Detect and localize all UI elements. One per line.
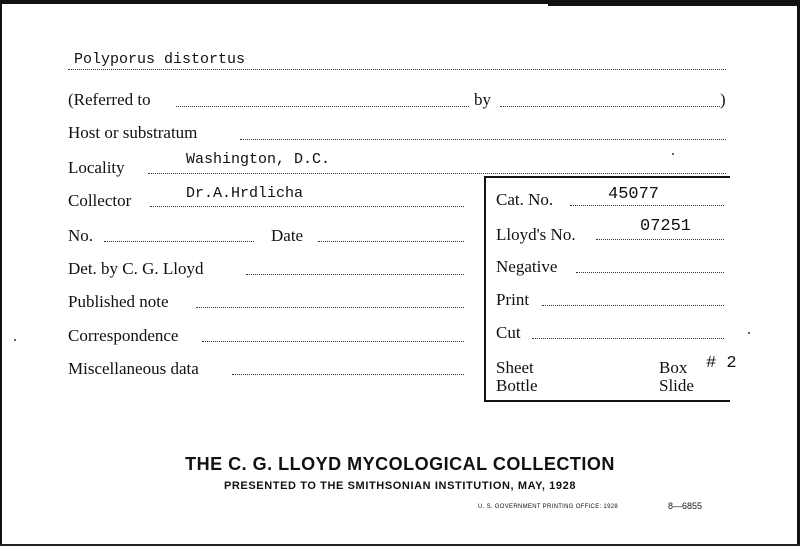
referred-close: )	[720, 90, 726, 109]
bottle-label: Bottle	[496, 376, 538, 395]
referred-label: (Referred to	[68, 90, 151, 109]
slide-label: Slide	[659, 376, 694, 395]
negative-line	[576, 272, 724, 273]
by-label: by	[474, 90, 491, 109]
locality-line	[148, 173, 726, 174]
number-line	[104, 241, 254, 242]
collector-value: Dr.A.Hrdlicha	[186, 185, 304, 202]
host-label: Host or substratum	[68, 123, 198, 142]
correspondence-line	[202, 341, 464, 342]
print-label: Print	[496, 290, 530, 309]
published-note-line	[196, 307, 464, 308]
correspondence-label: Correspondence	[68, 326, 179, 345]
locality-value: Washington, D.C.	[186, 151, 331, 168]
scan-speck	[748, 332, 750, 334]
referred-line	[176, 106, 469, 107]
collector-label: Collector	[68, 191, 132, 210]
lloyds-no-value: 07251	[640, 217, 692, 236]
box-number-value: # 2	[706, 354, 737, 373]
host-line	[240, 139, 726, 140]
determined-by-line	[246, 274, 464, 275]
negative-label: Negative	[496, 257, 558, 276]
sheet-label: Sheet	[496, 358, 534, 377]
date-label: Date	[271, 226, 304, 245]
collector-line	[150, 206, 464, 207]
box-label: Box	[659, 358, 688, 377]
date-line	[318, 241, 464, 242]
species-line	[68, 69, 726, 70]
cat-no-label: Cat. No.	[496, 190, 554, 209]
cut-line	[532, 338, 724, 339]
number-label: No.	[68, 226, 94, 245]
collection-subtitle: PRESENTED TO THE SMITHSONIAN INSTITUTION, MAY, 1928	[223, 480, 577, 492]
form-code: 8—6855	[668, 501, 703, 511]
locality-label: Locality	[68, 158, 125, 177]
species-name: Polyporus distortus	[74, 51, 246, 68]
cut-label: Cut	[496, 323, 521, 342]
cat-no-line	[570, 205, 724, 206]
scan-speck	[672, 153, 674, 155]
scan-speck	[14, 339, 16, 341]
by-line	[500, 106, 720, 107]
determined-by-label: Det. by C. G. Lloyd	[68, 259, 204, 278]
cat-no-value: 45077	[608, 185, 660, 204]
print-line	[542, 305, 724, 306]
printer-imprint: U. S. GOVERNMENT PRINTING OFFICE: 1928	[478, 504, 618, 510]
misc-data-line	[232, 374, 464, 375]
lloyds-no-label: Lloyd's No.	[496, 225, 576, 244]
misc-data-label: Miscellaneous data	[68, 359, 199, 378]
card-top-edge-shadow	[548, 4, 800, 6]
published-note-label: Published note	[68, 292, 169, 311]
lloyds-no-line	[596, 239, 724, 240]
collection-title: THE C. G. LLOYD MYCOLOGICAL COLLECTION	[185, 454, 615, 474]
